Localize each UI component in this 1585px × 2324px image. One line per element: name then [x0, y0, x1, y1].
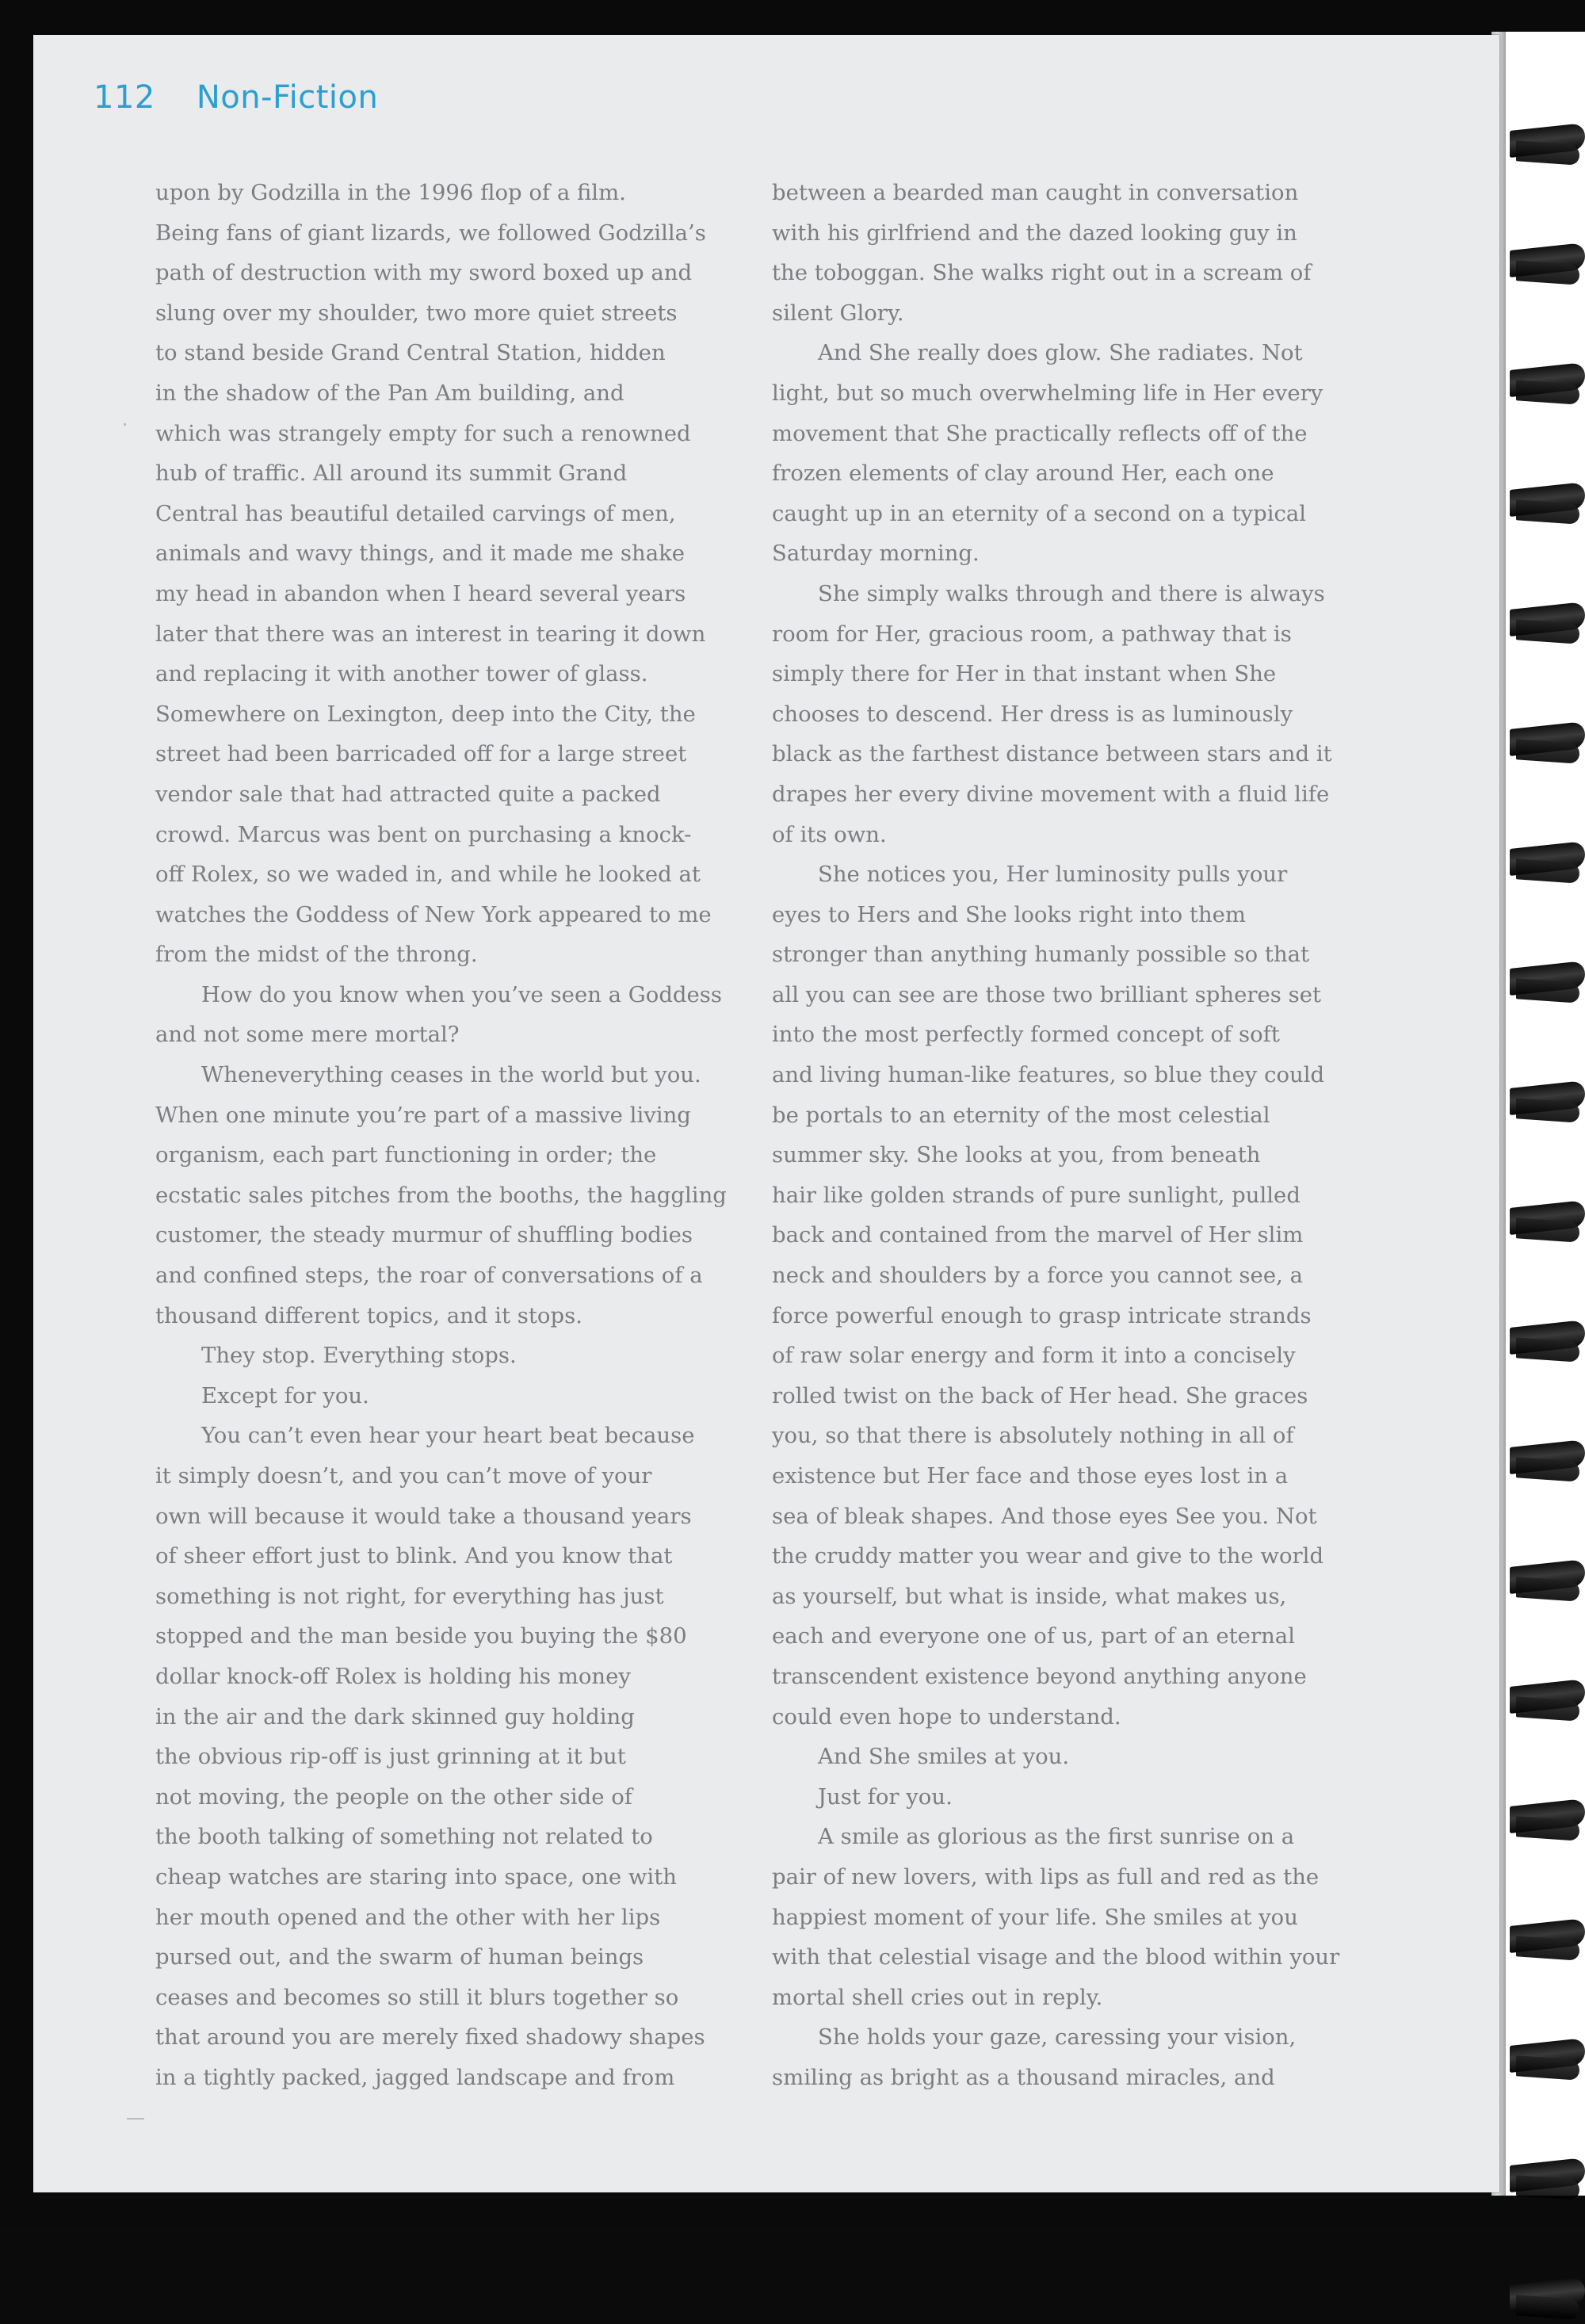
text-line: off Rolex, so we waded in, and while he looked at	[155, 862, 701, 888]
text-line: the toboggan. She walks right out in a scream of	[772, 260, 1312, 286]
text-line: When one minute you’re part of a massive living	[155, 1102, 691, 1128]
text-line: transcendent existence beyond anything anyone	[772, 1663, 1307, 1689]
text-line: that around you are merely fixed shadowy shapes	[155, 2024, 705, 2051]
text-line: Somewhere on Lexington, deep into the City, the	[155, 701, 696, 727]
text-line: mortal shell cries out in reply.	[772, 1984, 1103, 2010]
text-line: thousand different topics, and it stops.	[155, 1302, 582, 1328]
text-column-right	[772, 173, 1366, 2098]
text-line: Just for you.	[818, 1783, 953, 1810]
text-line: animals and wavy things, and it made me shake	[155, 541, 686, 567]
text-line: back and contained from the marvel of Her slim	[772, 1222, 1304, 1248]
text-line: as yourself, but what is inside, what makes us,	[772, 1583, 1287, 1609]
text-line: rolled twist on the back of Her head. She graces	[772, 1382, 1308, 1409]
text-line: each and everyone one of us, part of an eternal	[772, 1623, 1295, 1649]
text-line: stronger than anything humanly possible so that	[772, 942, 1310, 968]
binding-coil	[1510, 957, 1585, 1007]
text-line: sea of bleak shapes. And those eyes See you. Not	[772, 1503, 1317, 1529]
text-line: drapes her every divine movement with a fluid life	[772, 781, 1330, 807]
text-line: with that celestial visage and the blood within your	[772, 1944, 1340, 1970]
text-line: And She really does glow. She radiates. Not	[818, 340, 1303, 366]
text-line: Saturday morning.	[772, 541, 980, 567]
binding-coil	[1510, 1675, 1585, 1726]
page-number: 112	[94, 79, 155, 116]
binding-coil	[1510, 717, 1585, 768]
text-line: between a bearded man caught in conversation	[772, 180, 1299, 205]
text-line: which was strangely empty for such a renowned	[155, 420, 691, 446]
text-line: And She smiles at you.	[818, 1744, 1070, 1770]
text-line: black as the farthest distance between stars and it	[772, 741, 1332, 767]
running-header	[94, 79, 378, 116]
text-line: and living human-like features, so blue they could	[772, 1062, 1325, 1088]
binding-coil	[1510, 2154, 1585, 2204]
text-line: simply there for Her in that instant when She	[772, 661, 1277, 687]
binding-coil	[1510, 598, 1585, 648]
text-line: dollar knock-off Rolex is holding his money	[155, 1663, 631, 1689]
text-line: street had been barricaded off for a large street	[155, 741, 687, 767]
text-line: organism, each part functioning in order; the	[155, 1142, 657, 1168]
text-line: with his girlfriend and the dazed looking guy in	[772, 220, 1297, 246]
text-line: She notices you, Her luminosity pulls your	[818, 862, 1288, 888]
binding-coil	[1510, 1196, 1585, 1247]
binding-coil	[1510, 1914, 1585, 1965]
text-line: not moving, the people on the other side of	[155, 1783, 632, 1810]
text-line: and not some mere mortal?	[155, 1022, 460, 1048]
text-line: force powerful enough to grasp intricate strands	[772, 1302, 1312, 1328]
text-line: be portals to an eternity of the most celestial	[772, 1102, 1270, 1128]
text-line: smiling as bright as a thousand miracles, and	[772, 2064, 1275, 2090]
binding-coil	[1510, 239, 1585, 289]
text-line: crowd. Marcus was bent on purchasing a knock-	[155, 821, 692, 847]
text-line: and replacing it with another tower of glass.	[155, 661, 648, 687]
text-line: cheap watches are staring into space, one with	[155, 1863, 677, 1890]
text-line: light, but so much overwhelming life in Her every	[772, 380, 1323, 406]
section-title: Non-Fiction	[196, 79, 379, 116]
speck	[124, 423, 126, 426]
text-line: existence but Her face and those eyes lost in a	[772, 1463, 1289, 1489]
text-line: vendor sale that had attracted quite a packed	[155, 781, 661, 807]
text-line: path of destruction with my sword boxed up and	[155, 260, 693, 286]
text-line: ceases and becomes so still it blurs together so	[155, 1984, 679, 2010]
text-line: movement that She practically reflects off of the	[772, 420, 1308, 446]
text-line: it simply doesn’t, and you can’t move of your	[155, 1463, 652, 1489]
binding-coil	[1510, 1555, 1585, 1606]
text-line: hair like golden strands of pure sunlight, pulled	[772, 1182, 1300, 1208]
text-line: stopped and the man beside you buying the $80	[155, 1623, 687, 1649]
text-line: to stand beside Grand Central Station, hidden	[155, 340, 666, 366]
text-line: in the shadow of the Pan Am building, and	[155, 380, 624, 406]
text-line: in a tightly packed, jagged landscape and from	[155, 2064, 675, 2090]
text-line: You can’t even hear your heart beat because	[201, 1423, 695, 1449]
text-line: the obvious rip-off is just grinning at it but	[155, 1744, 626, 1770]
text-line: of its own.	[772, 821, 887, 847]
text-line: into the most perfectly formed concept of soft	[772, 1022, 1280, 1048]
text-line: pursed out, and the swarm of human beings	[155, 1944, 644, 1970]
text-line: room for Her, gracious room, a pathway that is	[772, 621, 1292, 647]
binding-coil	[1510, 2034, 1585, 2085]
text-line: happiest moment of your life. She smiles at you	[772, 1904, 1298, 1930]
text-line: She holds your gaze, caressing your vision,	[818, 2024, 1297, 2051]
text-line: Wheneverything ceases in the world but you.	[201, 1062, 701, 1088]
text-line: slung over my shoulder, two more quiet streets	[155, 300, 678, 326]
text-line: of raw solar energy and form it into a concisely	[772, 1343, 1296, 1369]
text-line: silent Glory.	[772, 300, 904, 326]
text-line: my head in abandon when I heard several years	[155, 580, 686, 606]
binding-coil	[1510, 2273, 1585, 2324]
binding-coil	[1510, 1795, 1585, 1845]
text-column-left	[155, 173, 742, 2098]
text-line: and confined steps, the roar of conversations of a	[155, 1263, 703, 1289]
text-line: the booth talking of something not related to	[155, 1824, 653, 1850]
text-line: A smile as glorious as the first sunrise on a	[818, 1824, 1295, 1850]
text-line: later that there was an interest in tearing it down	[155, 621, 706, 647]
binding-coil	[1510, 358, 1585, 409]
text-line: own will because it would take a thousand years	[155, 1503, 692, 1529]
text-line: How do you know when you’ve seen a Goddess	[201, 981, 723, 1007]
text-line: neck and shoulders by a force you cannot see, a	[772, 1263, 1303, 1289]
text-line: eyes to Hers and She looks right into them	[772, 901, 1247, 927]
text-line: chooses to descend. Her dress is as luminously	[772, 701, 1293, 727]
text-line: Being fans of giant lizards, we followed Godzilla’s	[155, 220, 706, 246]
text-line: caught up in an eternity of a second on a typical	[772, 500, 1307, 526]
text-line: from the midst of the throng.	[155, 942, 478, 968]
binding-coil	[1510, 119, 1585, 170]
text-line: of sheer effort just to blink. And you know that	[155, 1543, 673, 1569]
text-line: She simply walks through and there is always	[818, 580, 1325, 606]
text-line: They stop. Everything stops.	[201, 1343, 517, 1369]
text-line: watches the Goddess of New York appeared to me	[155, 901, 712, 927]
text-line: in the air and the dark skinned guy holding	[155, 1703, 635, 1730]
text-line: could even hope to understand.	[772, 1703, 1121, 1730]
binding-coil	[1510, 1316, 1585, 1366]
text-line: frozen elements of clay around Her, each one	[772, 461, 1274, 487]
text-line: summer sky. She looks at you, from beneath	[772, 1142, 1261, 1168]
binding-coil	[1510, 1435, 1585, 1486]
text-line: Central has beautiful detailed carvings of men,	[155, 500, 676, 526]
text-line: all you can see are those two brilliant spheres set	[772, 981, 1322, 1007]
text-line: her mouth opened and the other with her lips	[155, 1904, 661, 1930]
binding-coil	[1510, 837, 1585, 888]
text-line: ecstatic sales pitches from the booths, the haggling	[155, 1182, 727, 1208]
text-line: customer, the steady murmur of shuffling bodies	[155, 1222, 693, 1248]
binding-coil	[1510, 1076, 1585, 1127]
text-line: something is not right, for everything has just	[155, 1583, 664, 1609]
text-line: pair of new lovers, with lips as full and red as the	[772, 1863, 1320, 1890]
text-line: upon by Godzilla in the 1996 flop of a film.	[155, 180, 626, 205]
text-line: hub of traffic. All around its summit Grand	[155, 461, 628, 487]
text-line: you, so that there is absolutely nothing in all of	[772, 1423, 1294, 1449]
text-line: the cruddy matter you wear and give to the world	[772, 1543, 1324, 1569]
binding-coil	[1510, 478, 1585, 529]
text-line: Except for you.	[201, 1382, 369, 1409]
speck	[127, 2118, 144, 2120]
